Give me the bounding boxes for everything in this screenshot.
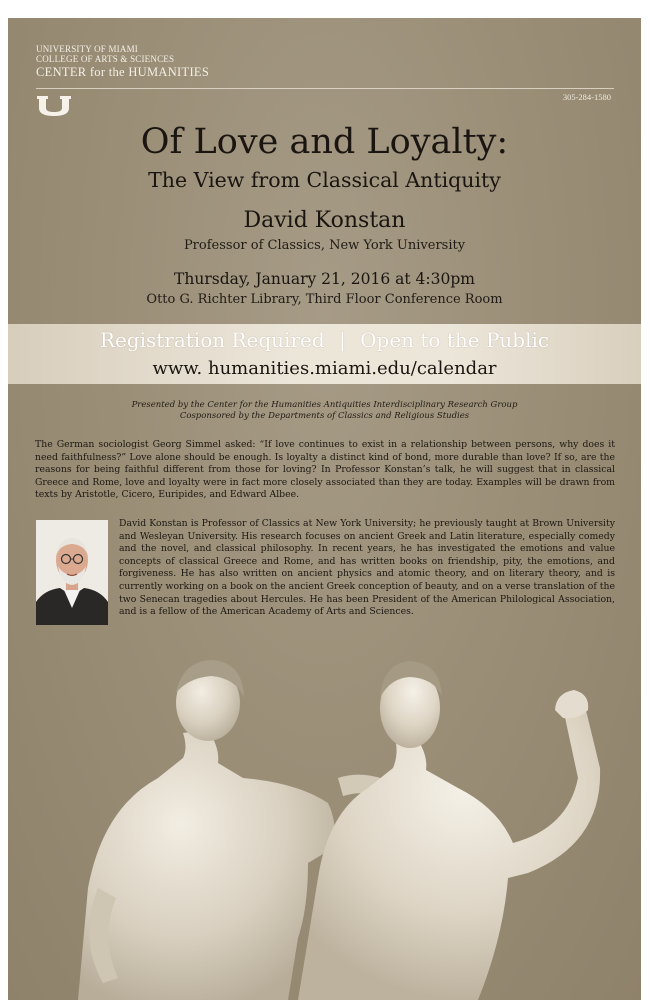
open-to-public: Open to the Public: [360, 328, 550, 352]
speaker-photo: [36, 520, 108, 625]
registration-line: [8, 328, 641, 352]
talk-description: The German sociologist Georg Simmel asked: “If love continues to exist in a relationship between persons, why does it need faithfulness?” Love alone should be enough. Is loyalty a distinct kind of bond, more durable than love? If so, are the reasons for being faithful different from those for loving? In Professor Konstan’s talk, he will suggest that in classical Greece and Rome, love and loyalty were in fact more closely associated than they are today. Examples will be drawn from texts by Aristotle, Cicero, Euripides, and Edward Albee.: [35, 439, 615, 501]
phone-number: 305-284-1580: [562, 92, 611, 102]
event-venue: Otto G. Richter Library, Third Floor Conference Room: [146, 292, 503, 307]
center-name: CENTER for the HUMANITIES: [36, 65, 210, 79]
event-poster: [8, 18, 641, 1000]
college-name: COLLEGE OF ARTS & SCIENCES: [36, 54, 175, 64]
event-subtitle: The View from Classical Antiquity: [148, 168, 501, 192]
university-name: UNIVERSITY OF MIAMI: [36, 44, 138, 54]
banner-separator: |: [339, 328, 346, 352]
sponsor-credits: [8, 400, 641, 422]
speaker-affiliation: Professor of Classics, New York University: [183, 238, 466, 253]
cosponsored-by: Cosponsored by the Departments of Classics and Religious Studies: [179, 411, 470, 421]
event-title: Of Love and Loyalty:: [140, 122, 509, 162]
university-u-logo: [36, 95, 72, 117]
registration-required: Registration Required: [99, 328, 325, 352]
calendar-url[interactable]: www. humanities.miami.edu/calendar: [152, 358, 497, 379]
event-date: Thursday, January 21, 2016 at 4:30pm: [174, 270, 475, 288]
speaker-name: David Konstan: [243, 208, 406, 233]
presented-by: Presented by the Center for the Humanities Antiquities Interdisciplinary Research Group: [131, 400, 518, 410]
institution-header: [36, 44, 209, 80]
classical-statues-image: [8, 638, 641, 1000]
speaker-bio: David Konstan is Professor of Classics at New York University; he previously taught at Brown University and Wesleyan University. His research focuses on ancient Greek and Latin literature, especially comedy and the novel, and classical philosophy. In recent years, he has investigated the emotions and value concepts of classical Greece and Rome, and has written books on friendship, pity, the emotions, and forgiveness. He has also written on ancient physics and atomic theory, and on literary theory, and is currently working on a book on the ancient Greek conception of beauty, and on a verse translation of the two Senecan tragedies about Hercules. He has been President of the American Philological Association, and is a fellow of the American Academy of Arts and Sciences.: [119, 518, 615, 618]
header-divider: [36, 88, 614, 89]
